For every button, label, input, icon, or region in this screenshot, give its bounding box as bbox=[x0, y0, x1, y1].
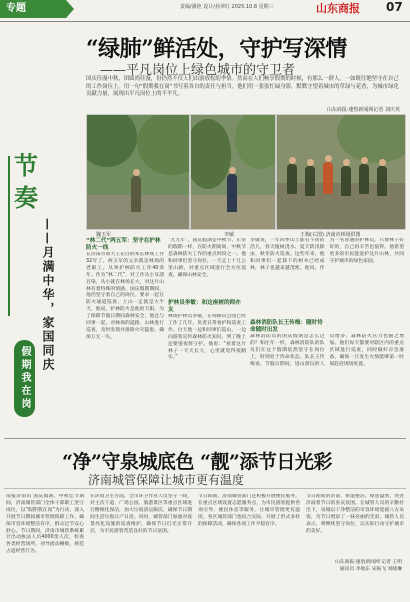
column-2-text-b: 林场护林员李敏，在舜耕山公园已经工作了几年，负责日常看护和巡查工作。白天他一边和同事们巡山，一边向游客宣传森林防火知识，到了晚上还要值夜班守护。他说：“看着这片林子一天天长大，心里就觉得很踏实。” bbox=[168, 314, 246, 361]
section-tab: 专题 bbox=[0, 0, 66, 18]
story2-byline: 山东商报·速豹新闻网 记者 王明 通讯员 李航东 宋振飞 刘晓琳 bbox=[335, 560, 402, 572]
issue-meta: 责编/潘艳 设计/孙翠红 2025.10.8 星期三 bbox=[180, 4, 274, 10]
story1-byline: 山东商报·速豹新闻网记者 刘庆英 bbox=[326, 107, 400, 113]
column-1-subhead: “林二代”两五军：坚守在护林防火一线 bbox=[86, 238, 161, 251]
caption-photo-3: 王梅(右图) 济南市林场供图 bbox=[300, 232, 361, 238]
header-rule bbox=[0, 21, 410, 22]
column-2-subhead: 护林员李敏：和这座树的师亦友 bbox=[168, 300, 241, 313]
photo-forest-ranger bbox=[86, 114, 190, 230]
story1-column-1 bbox=[86, 238, 164, 434]
story2-column-3: 节日期间，济南城管部门还积极开展便民服务，在重点区域设置志愿服务点，为市民游客提供咨询引导、便民休息等服务，让城市管理更有温度。各区城管部门也结合实际，开展了形式多样的保障活动，确保各项工作平稳有序。 bbox=[198, 494, 300, 527]
side-panel-big2: 奏 bbox=[14, 183, 38, 212]
story2-subheadline: 济南城管保障让城市更有温度 bbox=[88, 473, 245, 487]
story2-column-4: 节日期间的济南，街道整洁、绿意盎然，处处洋溢着节日的喜庆氛围。在城管人员的辛勤付出下，泉城以干净整洁的市容环境迎接八方来客，为节日增添了一抹亮丽的光彩。城管人员表示，将继续坚守岗位，以实际行动守护城市的美好。 bbox=[306, 494, 404, 534]
story1-column-3 bbox=[250, 238, 404, 434]
side-panel-slogan: ——月满中华，家国同庆 bbox=[41, 218, 55, 372]
caption-photo-2: 李敏 bbox=[224, 232, 235, 238]
caption-photo-1: 魏玉军 bbox=[96, 232, 112, 238]
column-2-text: “九九年”，国庆假期是中秋节，正常的假期一样，在防火期间间，中秋节是森林防火工作的重点时段之一。他和同事们坚守岗位，一天走上十几公里山路，对重点区域进行全方位巡查，确保山林安全。 bbox=[168, 238, 246, 278]
page-number: 07 bbox=[386, 0, 403, 14]
side-panel-big1: 节 bbox=[14, 151, 38, 180]
story2-rule bbox=[4, 488, 406, 489]
photo-park-patrol bbox=[190, 114, 276, 230]
story1-headline: “绿肺”鲜活处，守护写深情 bbox=[86, 36, 347, 62]
story2-column-1: 南报济南讯 国庆假期、中秋佳节期间，济南城管部门全体干部职工坚守岗位，以“假期我在岗”为行动，深入开展节日期间城市管理保障工作，确保市容环境整洁有序，群众过节安心舒心。节日期间，济南市城管系统累计出动执法人员4000余人次，检查各类经营场所，劝导流动摊贩，规范占道经营行为。 bbox=[6, 494, 84, 555]
column-3-subhead: 森林消防队长王传梅：随时待命随时出发 bbox=[250, 320, 323, 333]
story1-column-2 bbox=[168, 238, 246, 434]
column-3-text: 李敏说，一年四季山上都有不同的活儿，春天植树浇水、夏天防汛除虫、秋冬防火巡查。这些年来，他和同事们一起栽下的树木已经成林，林子也越来越茂密。他说，作为一名普通的护林员，只要林子好好的，自己再辛苦也值得。他希望更多的市民能爱护这片山林，共同守护城市的绿色家园。 bbox=[250, 238, 404, 271]
story2-column-2: 在环境卫生方面，全市环卫作业人员坚守一线，对主次干道、广场公园、旅游景区等重点区域进行精细化保洁，加大垃圾清运频次，确保节日期间生活垃圾日产日清。同时，城管部门加强对夜景亮化设施的巡查维护，确保节日灯光正常开启，为市民游客营造良好的节日氛围。 bbox=[90, 494, 192, 534]
column-3-text-b: 森林消防员的国庆假期是怎么过的？和往年一样，森林消防队的队员们在这个假期依然坚守在岗位上，时刻处于待命状态。队长王传梅说，节假日期间，进山游玩的人员增多，森林防火压力也随之增加。他们每天都要对辖区内的重点区域进行巡查，同时做好应急准备，确保一旦发生火情能够第一时间赶赴现场处置。 bbox=[250, 334, 404, 367]
story-divider bbox=[4, 438, 406, 439]
paper-name: 山东商报 bbox=[316, 2, 360, 15]
column-1-text: 在济南市原大王长白阴本长林场工作32年了，两玉军的父亲就是林场的老职工。从事护林防火工作40余年。作为“林二代”，对工作从小耳濡目染，从小就在林场长大，对这片山林有着特殊的情感。国庆假期期间，他仍坚守着自己的岗位。要求一起在防火通道巡查，上山一走就是大半天，他说，护林防火是他的天职。为了保障节假日期间森林安全，他还与同事一起，对林场的道路、山林进行巡查，及时发现并排除火灾隐患，确保万无一失。 bbox=[86, 252, 164, 340]
page-header bbox=[0, 0, 410, 22]
side-panel-pill: 假期我在岗 bbox=[14, 340, 35, 417]
story1-intro: 国庆佳漫中秋，团圆尚佳漫，份仍然不仅人们出游放松的季情。然而在人们畅享假期的时候，有那么一群人，一如既往地坚守在自己的工作岗位上。用一句“假期我在岗”书写着各自的责任与担当。他们用一张张忙碌身影，默默守望着城市的草绿与花香，为城市绿化贡献力量，展现出平凡岗位上的不平凡。 bbox=[86, 76, 399, 98]
story1-subheadline: ——平凡岗位上绿色城市的守卫者 bbox=[100, 63, 296, 78]
photo-fire-team bbox=[276, 114, 406, 230]
story2-headline: “净”守泉城底色 “靓”添节日光彩 bbox=[62, 451, 332, 473]
